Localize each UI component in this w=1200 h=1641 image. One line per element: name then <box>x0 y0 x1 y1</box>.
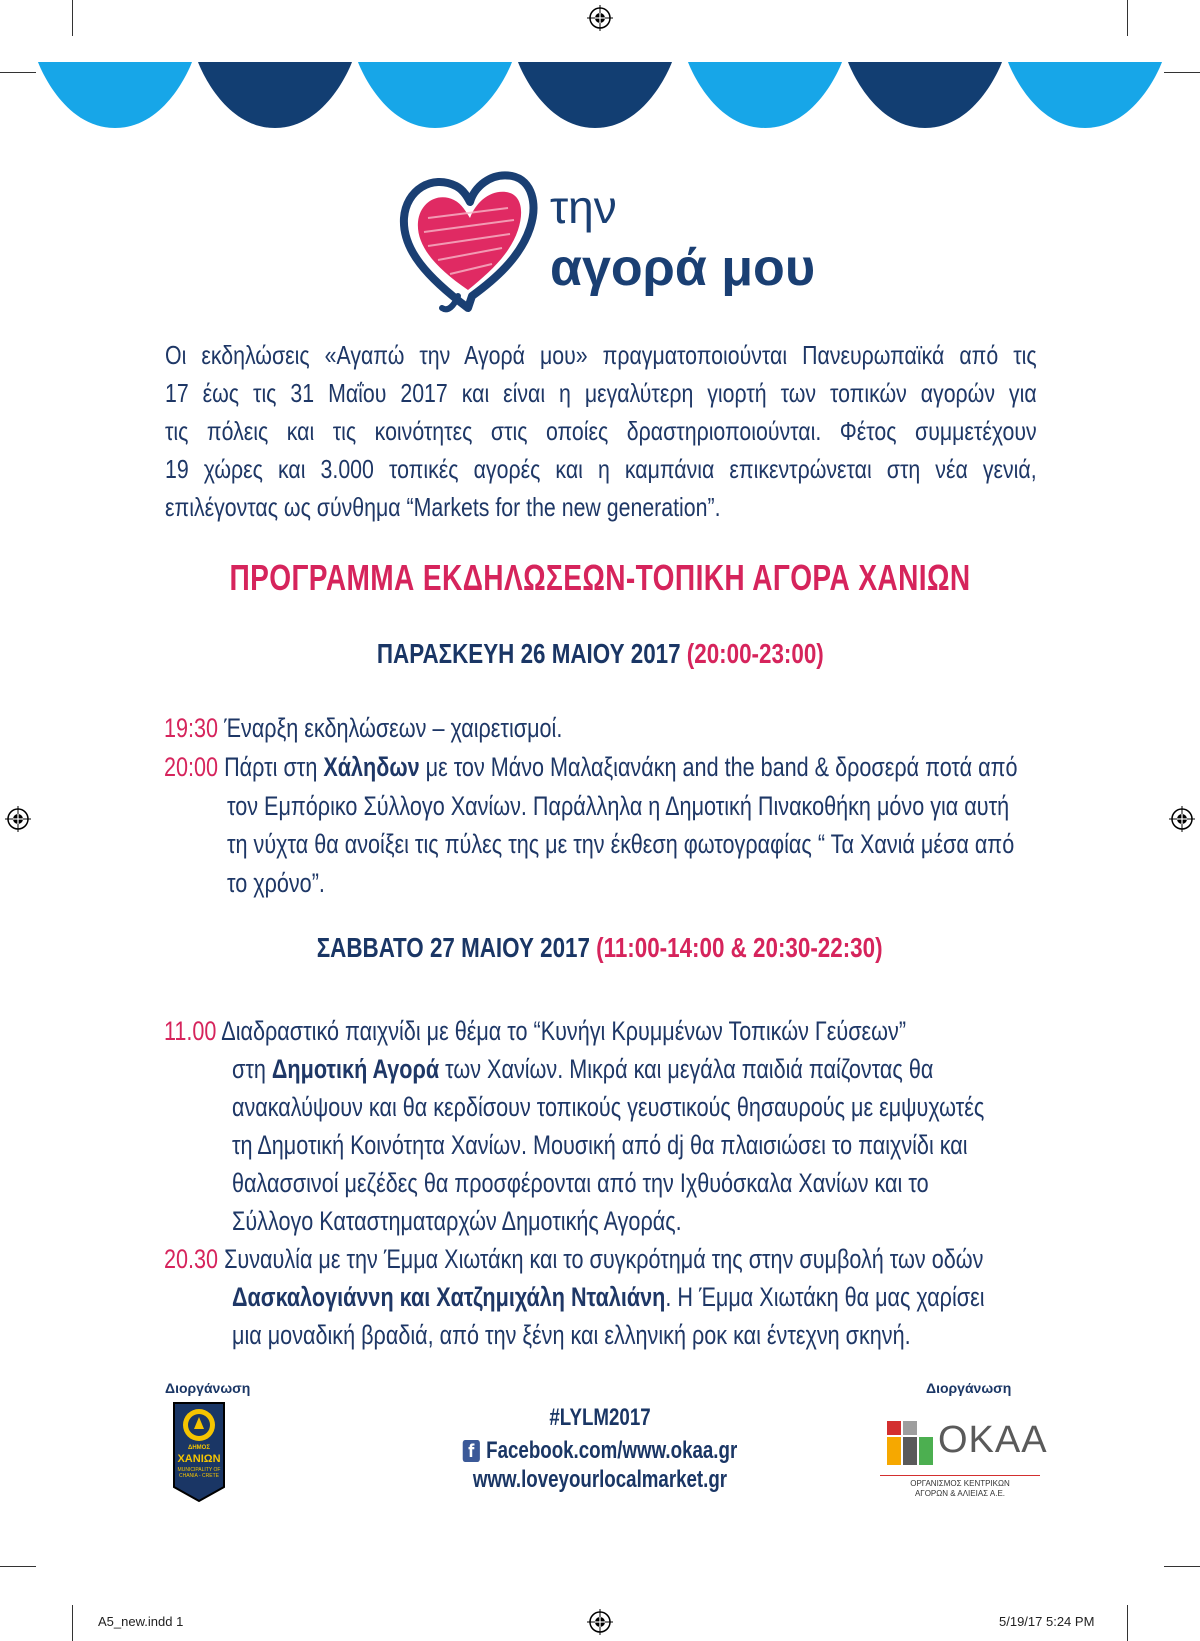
crop-mark <box>72 1605 73 1641</box>
website-link[interactable]: www.loveyourlocalmarket.gr <box>472 1466 728 1493</box>
bunting-flag <box>358 62 512 128</box>
crop-mark <box>1164 1566 1200 1567</box>
facebook-link[interactable] <box>460 1435 741 1466</box>
item-text: ανακαλύψουν και θα κερδίσουν τοπικούς γευστικούς θησαυρούς με εμψυχωτές <box>232 1092 985 1122</box>
registration-mark-icon <box>1169 806 1195 832</box>
item-text: με τον Μάνο Μαλαξιανάκη and the band & δροσερά ποτά από <box>419 752 1018 782</box>
crop-mark <box>1127 0 1128 36</box>
organizer-label-right: Διοργάνωση <box>926 1380 1012 1396</box>
okaa-divider <box>880 1475 1040 1476</box>
okaa-logo-name: OKAA <box>938 1419 1048 1461</box>
program-title <box>0 557 1200 599</box>
bunting-flag <box>518 62 672 128</box>
bunting-flag <box>1008 62 1162 128</box>
item-time: 20:00 <box>164 752 219 782</box>
intro-line: 19 χώρες και 3.000 τοπικές αγορές και η καμπάνια επικεντρώνεται στη νέα γενιά, <box>165 454 1037 484</box>
day1-hours: (20:00-23:00) <box>686 638 824 669</box>
campaign-logo <box>398 168 818 328</box>
chania-shield-icon <box>172 1401 226 1503</box>
item-text: στη <box>232 1054 272 1084</box>
program-item <box>164 1012 906 1050</box>
program-item <box>232 1050 933 1088</box>
program-item <box>164 709 562 747</box>
item-text: Σύλλογο Καταστηματαρχών Δημοτικής Αγοράς. <box>232 1206 682 1236</box>
intro-line: 17 έως τις 31 Μαΐου 2017 και είναι η μεγαλύτερη γιορτή των τοπικών αγορών για <box>165 378 1037 408</box>
item-time: 20.30 <box>164 1244 219 1274</box>
bunting-decoration <box>38 62 1162 132</box>
print-timestamp: 5/19/17 5:24 PM <box>999 1614 1095 1629</box>
item-text: τη νύχτα θα ανοίξει τις πύλες της με την έκθεση φωτογραφίας “ Τα Χανιά μέσα από <box>227 829 1015 859</box>
chania-logo-name: ΧΑΝΙΩΝ <box>177 1453 221 1465</box>
hashtag: #LYLM2017 <box>549 1404 651 1431</box>
day2-date: ΣΑΒΒΑΤΟ 27 ΜΑΙΟΥ 2017 <box>317 932 591 963</box>
organizer-label-left: Διοργάνωση <box>165 1380 251 1396</box>
item-text: το χρόνο”. <box>227 868 325 898</box>
crop-mark <box>0 1566 36 1567</box>
intro-line: επιλέγοντας ως σύνθημα “Markets for the new generation”. <box>165 492 721 522</box>
okaa-mark-icon <box>887 1421 935 1465</box>
facebook-url[interactable]: Facebook.com/www.okaa.gr <box>486 1436 738 1464</box>
item-text: Διαδραστικό παιχνίδι με θέμα το “Κυνήγι Κρυμμένων Τοπικών Γεύσεων” <box>221 1016 907 1046</box>
day2-heading <box>0 932 1200 964</box>
day1-date: ΠΑΡΑΣΚΕΥΗ 26 ΜΑΙΟΥ 2017 <box>376 638 681 669</box>
item-text: τη Δημοτική Κοινότητα Χανίων. Μουσική από dj θα πλαισιώσει το παιχνίδι και <box>232 1130 968 1160</box>
item-text: Έναρξη εκδηλώσεων – χαιρετισμοί. <box>224 713 563 743</box>
bunting-flag <box>848 62 1002 128</box>
item-bold-text: Δασκαλογιάννη και Χατζημιχάλη Νταλιάνη <box>232 1282 666 1312</box>
heart-icon <box>398 168 538 320</box>
chania-logo-sub: MUNICIPALITY OF CHANIA - CRETE <box>177 1467 221 1479</box>
item-bold-text: Δημοτική Αγορά <box>271 1054 440 1084</box>
chania-municipality-logo <box>172 1401 226 1503</box>
intro-paragraph <box>165 336 1037 526</box>
okaa-logo-sub1: ΟΡΓΑΝΙΣΜΟΣ ΚΕΝΤΡΙΚΩΝ <box>910 1479 1010 1488</box>
registration-mark-icon <box>587 5 613 31</box>
item-text: μια μοναδική βραδιά, από την ξένη και ελληνική ροκ και έντεχνη σκηνή. <box>232 1320 911 1350</box>
crop-mark <box>0 72 36 73</box>
item-text: θαλασσινοί μεζέδες θα προσφέρονται από την Ιχθυόσκαλα Χανίων και το <box>232 1168 929 1198</box>
program-item <box>164 1240 983 1278</box>
program-item <box>232 1278 985 1316</box>
registration-mark-icon <box>5 806 31 832</box>
okaa-logo <box>880 1419 1048 1501</box>
logo-text-line1: την <box>550 181 617 233</box>
okaa-logo-sub2: ΑΓΟΡΩΝ & ΑΛΙΕΙΑΣ Α.Ε. <box>914 1489 1006 1498</box>
crop-mark <box>72 0 73 36</box>
bunting-flag <box>198 62 352 128</box>
chania-logo-top: ΔΗΜΟΣ <box>188 1445 210 1451</box>
day2-hours: (11:00-14:00 & 20:30-22:30) <box>596 932 883 963</box>
item-time: 19:30 <box>164 713 219 743</box>
program-item <box>164 748 1018 786</box>
facebook-icon: f <box>463 1440 480 1462</box>
footer-links <box>420 1404 780 1497</box>
item-text: τον Εμπόρικο Σύλλογο Χανίων. Παράλληλα η Δημοτική Πινακοθήκη μόνο για αυτή <box>227 791 1010 821</box>
item-text: των Χανίων. Μικρά και μεγάλα παιδιά παίζοντας θα <box>439 1054 934 1084</box>
logo-text-line2: αγορά μου <box>550 239 816 297</box>
item-text: Συναυλία με την Έμμα Χιωτάκη και το συγκρότημά της στην συμβολή των οδών <box>224 1244 984 1274</box>
registration-mark-icon <box>587 1609 613 1635</box>
item-bold-text: Χάληδων <box>323 752 420 782</box>
item-time: 11.00 <box>164 1016 217 1046</box>
crop-mark <box>1164 72 1200 73</box>
bunting-flag <box>38 62 192 128</box>
bunting-flag <box>688 62 842 128</box>
crop-mark <box>1127 1605 1128 1641</box>
print-file-name: A5_new.indd 1 <box>98 1614 184 1629</box>
intro-line: Οι εκδηλώσεις «Αγαπώ την Αγορά μου» πραγματοποιούνται Πανευρωπαϊκά από τις <box>165 340 1037 370</box>
day1-heading <box>0 638 1200 670</box>
item-text: Πάρτι στη <box>224 752 324 782</box>
item-text: . Η Έμμα Χιωτάκη θα μας χαρίσει <box>665 1282 985 1312</box>
intro-line: τις πόλεις και τις κοινότητες στις οποίες δραστηριοποιούνται. Φέτος συμμετέχουν <box>165 416 1037 446</box>
program-title-text: ΠΡΟΓΡΑΜΜΑ ΕΚΔΗΛΩΣΕΩΝ-ΤΟΠΙΚΗ ΑΓΟΡΑ ΧΑΝΙΩΝ <box>229 557 971 598</box>
